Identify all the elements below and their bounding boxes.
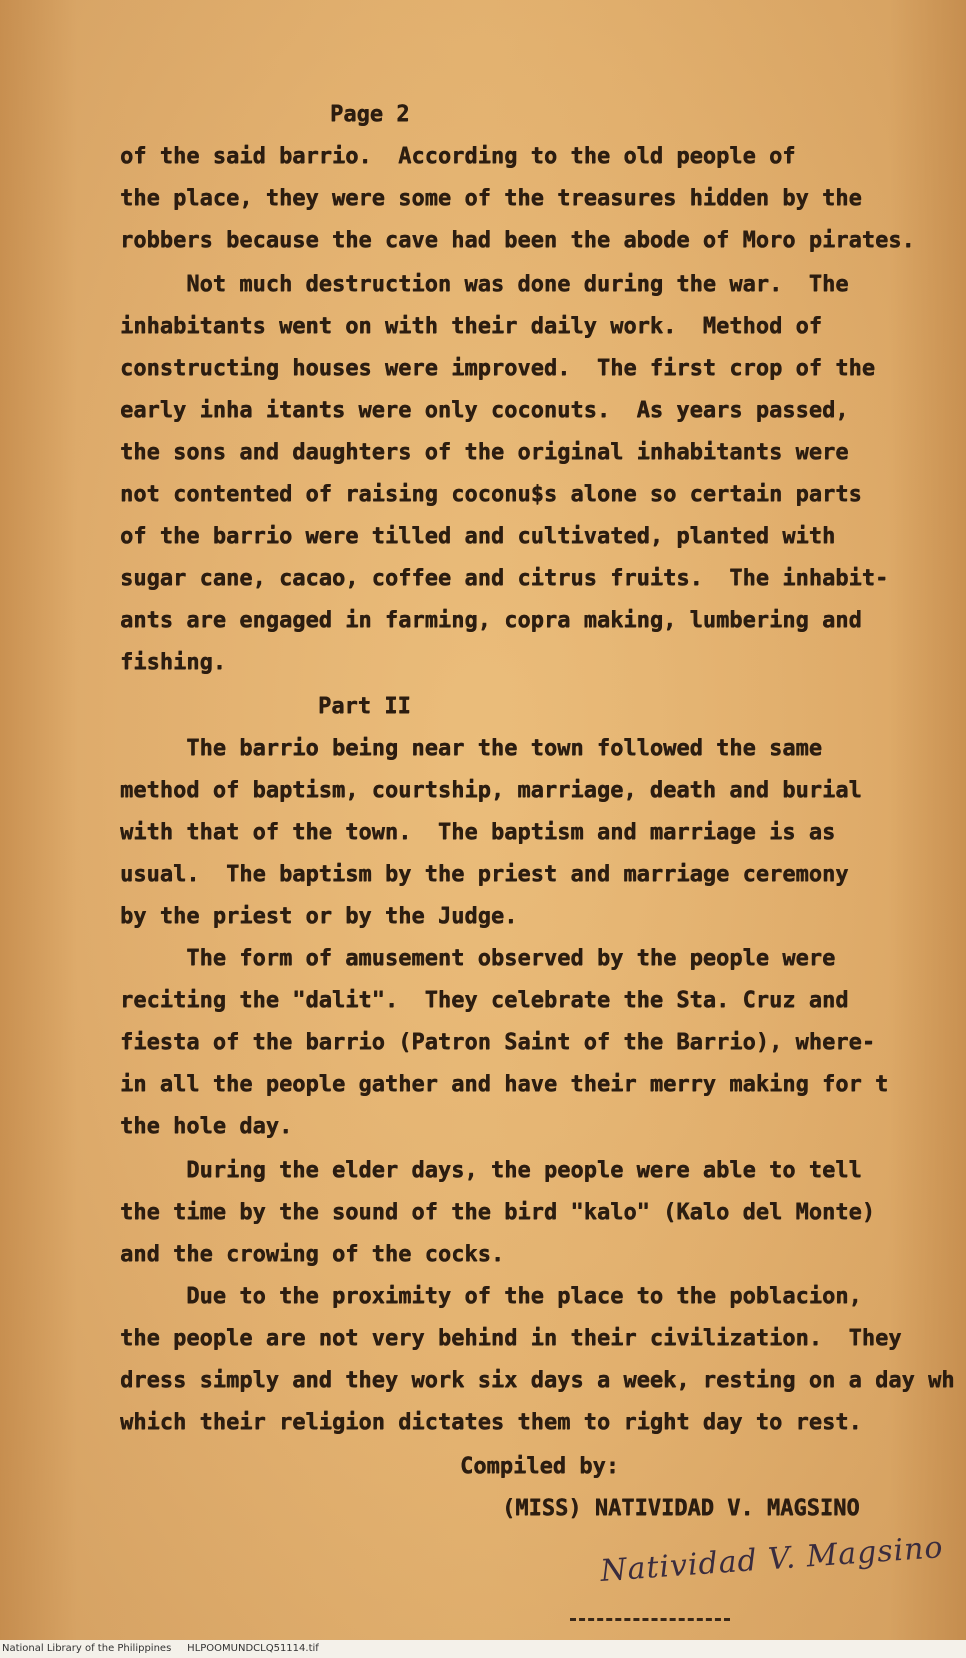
archive-footer: National Library of the Philippines HLPOOMUNDCLQ51114.tif — [0, 1640, 966, 1658]
body-line: The form of amusement observed by the people were — [120, 946, 836, 971]
body-line: early inha itants were only coconuts. As years passed, — [120, 398, 849, 423]
body-line: dress simply and they work six days a week, resting on a day wh — [120, 1368, 955, 1393]
body-line: in all the people gather and have their merry making for t — [120, 1072, 889, 1097]
body-line: which their religion dictates them to right day to rest. — [120, 1410, 862, 1435]
body-line: of the barrio were tilled and cultivated, planted with — [120, 524, 836, 549]
handwritten-signature: Natividad V. Magsino — [599, 1530, 945, 1589]
body-line: constructing houses were improved. The first crop of the — [120, 356, 875, 381]
body-line: inhabitants went on with their daily work. Method of — [120, 314, 822, 339]
body-line: of the said barrio. According to the old people of — [120, 144, 796, 169]
compiler-name: (MISS) NATIVIDAD V. MAGSINO — [502, 1496, 860, 1521]
body-line: the place, they were some of the treasures hidden by the — [120, 186, 862, 211]
compiled-by-label: Compiled by: — [460, 1454, 619, 1479]
body-line: ants are engaged in farming, copra making, lumbering and — [120, 608, 862, 633]
body-line: The barrio being near the town followed the same — [120, 736, 822, 761]
body-line: fiesta of the barrio (Patron Saint of the Barrio), where- — [120, 1030, 875, 1055]
body-line: the sons and daughters of the original inhabitants were — [120, 440, 849, 465]
body-line: and the crowing of the cocks. — [120, 1242, 505, 1267]
body-line: Due to the proximity of the place to the poblacion, — [120, 1284, 862, 1309]
body-line: fishing. — [120, 650, 226, 675]
body-line: reciting the "dalit". They celebrate the Sta. Cruz and — [120, 988, 849, 1013]
body-line: not contented of raising coconu$s alone so certain parts — [120, 482, 862, 507]
body-line: by the priest or by the Judge. — [120, 904, 518, 929]
body-line: the hole day. — [120, 1114, 293, 1139]
body-line: Not much destruction was done during the war. The — [120, 272, 849, 297]
body-line: the people are not very behind in their civilization. They — [120, 1326, 902, 1351]
section-heading: Part II — [318, 694, 411, 719]
body-line: with that of the town. The baptism and marriage is as — [120, 820, 836, 845]
body-line: sugar cane, cacao, coffee and citrus fruits. The inhabit- — [120, 566, 889, 591]
body-line: method of baptism, courtship, marriage, death and burial — [120, 778, 862, 803]
body-line: robbers because the cave had been the abode of Moro pirates. — [120, 228, 915, 253]
body-line: During the elder days, the people were able to tell — [120, 1158, 862, 1183]
body-line: the time by the sound of the bird "kalo" (Kalo del Monte) — [120, 1200, 875, 1225]
body-line: usual. The baptism by the priest and marriage ceremony — [120, 862, 849, 887]
page-label: Page 2 — [330, 102, 410, 127]
signature-underline — [570, 1618, 730, 1625]
